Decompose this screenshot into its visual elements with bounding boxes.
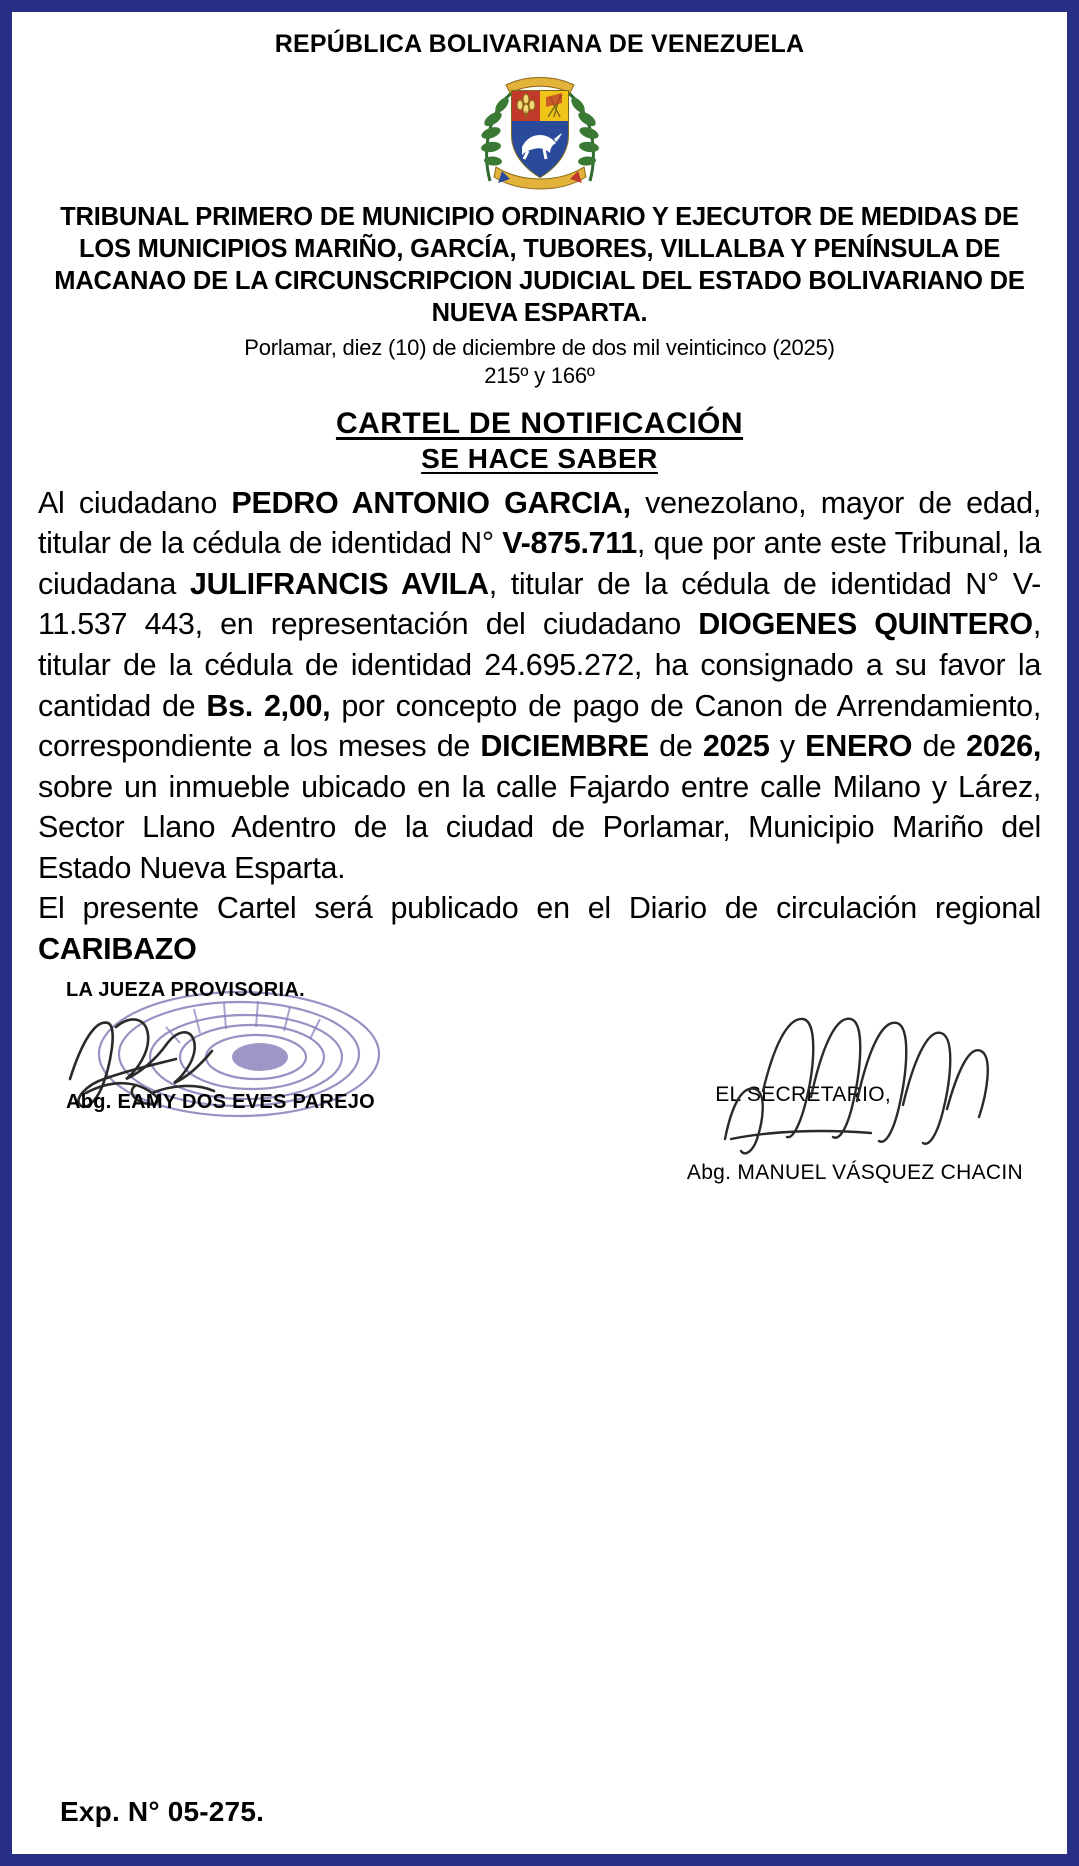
court-title: TRIBUNAL PRIMERO DE MUNICIPIO ORDINARIO Y EJECUTOR DE MEDIDAS DE LOS MUNICIPIOS MARIÑO, GARCÍA, TUBORES, VILLALBA Y PENÍNSULA DE MACANAO DE LA CIRCUNSCRIPCION JUDICIAL DEL ESTADO BOLIVARIANO DE NUEVA ESPARTA. [54,203,1025,328]
name-diogenes-quintero: DIOGENES QUINTERO [698,607,1033,642]
text-fragment: de [648,729,703,764]
text-fragment: y [769,729,806,764]
month-enero: ENERO [805,729,913,764]
country-title: REPÚBLICA BOLIVARIANA DE VENEZUELA [274,30,805,58]
newspaper-name: CARIBAZO [38,931,197,966]
text-fragment: por concepto de pago de Canon de Arrendamiento, correspondiente a los meses de [38,688,1042,764]
notice-paragraph-1 [38,483,1041,889]
text-fragment: venezolano, mayor de edad, titular de la cédula de identidad N° [38,485,1041,561]
text-fragment: Al ciudadano [38,485,232,520]
id-number-garcia: V-875.711 [502,526,637,561]
text-fragment: de [912,729,967,764]
file-number: Exp. N° 05-275. [60,1796,265,1827]
judge-name: Abg. EAMY DOS EVES PAREJO [66,1091,376,1114]
venezuela-coat-of-arms-icon [466,63,614,195]
name-pedro-antonio-garcia: PEDRO ANTONIO GARCIA, [231,485,631,520]
notice-paragraph-2 [38,888,1041,969]
secretary-title-label: EL SECRETARIO, [715,1083,891,1107]
coat-of-arms-container [38,63,1041,195]
document-years: 215º y 166º [484,363,595,389]
secretary-name: Abg. MANUEL VÁSQUEZ CHACIN [686,1161,1023,1185]
judge-title-label: LA JUEZA PROVISORIA. [66,979,305,1002]
secretary-signature-icon [711,989,1031,1179]
text-fragment: , que por ante este Tribunal, la ciudadana [38,526,1041,601]
text-fragment: sobre un inmueble ubicado en la calle Fajardo entre calle Milano y Lárez, Sector Llano Adentro de la ciudad de Porlamar, Municipio Mariño del Estado Nueva Esparta. [38,769,1041,885]
document-inner-border [9,9,1070,1857]
signature-area [38,975,1041,1305]
notice-subtitle: SE HACE SABER [421,442,658,474]
month-diciembre: DICIEMBRE [480,729,649,764]
notice-heading-block [38,407,1041,475]
year-2026: 2026, [966,729,1041,764]
name-julifrancis-avila: JULIFRANCIS AVILA [189,566,489,601]
document-date: Porlamar, diez (10) de diciembre de dos mil veinticinco (2025) [244,334,835,360]
notice-title: CARTEL DE NOTIFICACIÓN [335,406,744,440]
year-2025: 2025 [702,729,770,764]
amount-bs: Bs. 2,00, [206,688,331,723]
text-fragment: , titular de la cédula de identidad N° V-11.537 443, en representación del ciudadano [38,566,1042,642]
text-fragment: El presente Cartel será publicado en el Diario de circulación regional [38,891,1041,926]
text-fragment: , titular de la cédula de identidad 24.695.272, ha consignado a su favor la cantidad de [38,607,1042,723]
